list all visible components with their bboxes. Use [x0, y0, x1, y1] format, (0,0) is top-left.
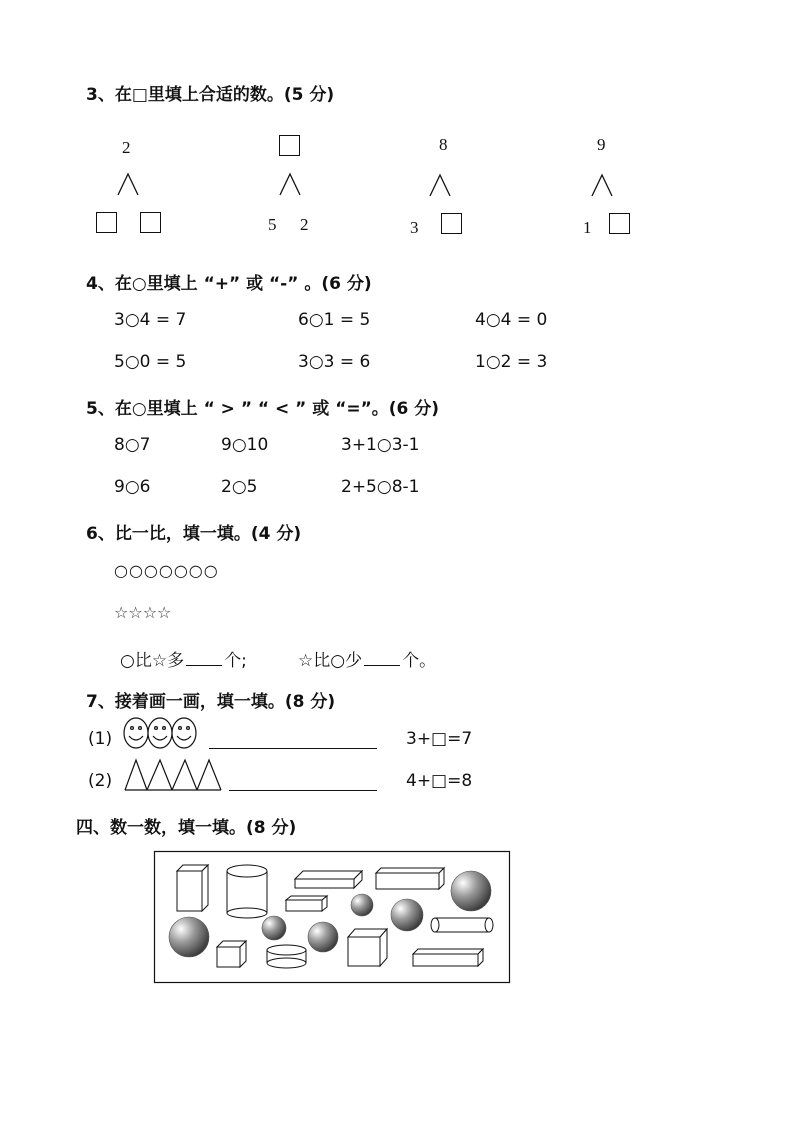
q4-item[interactable]: 5○0 = 5	[114, 352, 187, 372]
tree4-top-number: 9	[597, 135, 606, 154]
q7-p1-label: (1)	[88, 729, 113, 749]
q5-item[interactable]: 3+1○3-1	[341, 435, 420, 455]
q5-item[interactable]: 9○10	[221, 435, 269, 455]
tree4-split-lines	[590, 173, 614, 197]
q6-s2-text-a: ☆比○少	[298, 651, 363, 671]
tree2-left-number: 5	[268, 215, 277, 234]
smiley-faces-icon	[122, 716, 200, 750]
tree1-right-box[interactable]	[140, 212, 161, 233]
q6-sentence-1	[120, 646, 247, 671]
q7-title: 7、接着画一画，填一填。(8 分)	[86, 692, 336, 712]
tree3-split-lines	[428, 173, 452, 197]
q4-item[interactable]: 3○4 = 7	[114, 310, 187, 330]
q6-s1-blank[interactable]	[186, 665, 222, 666]
tree3-right-box[interactable]	[441, 213, 462, 234]
q4-item[interactable]: 3○3 = 6	[298, 352, 371, 372]
q6-sentence-2	[298, 646, 436, 671]
tree1-top-number: 2	[122, 138, 131, 157]
s4-title: 四、数一数，填一填。(8 分)	[76, 818, 297, 838]
tree3-top-number: 8	[439, 135, 448, 154]
tree3-left-number: 3	[410, 218, 419, 237]
tree2-right-number: 2	[300, 215, 309, 234]
q3-title: 3、在□里填上合适的数。(5 分)	[86, 85, 335, 105]
q4-title: 4、在○里填上 “+” 或 “-” 。(6 分)	[86, 274, 372, 294]
shapes-figure	[154, 851, 510, 983]
q6-title: 6、比一比，填一填。(4 分)	[86, 524, 302, 544]
q6-s2-text-b: 个。	[402, 651, 437, 671]
q7-p1-equation[interactable]: 3+□=7	[406, 729, 473, 749]
triangles-icon	[124, 758, 222, 792]
q4-item[interactable]: 4○4 = 0	[475, 310, 548, 330]
q5-title: 5、在○里填上 “ > ” “ < ” 或 “=”。(6 分)	[86, 399, 440, 419]
tree4-right-box[interactable]	[609, 213, 630, 234]
q6-s1-text-a: ○比☆多	[120, 651, 185, 671]
q6-s1-text-b: 个;	[224, 651, 247, 671]
q5-item[interactable]: 2○5	[221, 477, 258, 497]
tree2-top-box[interactable]	[279, 135, 300, 156]
tree1-split-lines	[116, 172, 140, 196]
q5-item[interactable]: 8○7	[114, 435, 151, 455]
tree4-left-number: 1	[583, 218, 592, 237]
q6-s2-blank[interactable]	[364, 665, 400, 666]
q7-p2-equation[interactable]: 4+□=8	[406, 771, 473, 791]
q4-item[interactable]: 1○2 = 3	[475, 352, 548, 372]
q6-stars-row: ☆☆☆☆	[114, 603, 172, 622]
q7-p2-answer-line[interactable]	[229, 790, 377, 791]
q7-p1-answer-line[interactable]	[209, 748, 377, 749]
q5-item[interactable]: 2+5○8-1	[341, 477, 420, 497]
tree2-split-lines	[278, 172, 302, 196]
q6-circles-row: ○○○○○○○	[114, 561, 219, 580]
q4-item[interactable]: 6○1 = 5	[298, 310, 371, 330]
tree1-left-box[interactable]	[96, 212, 117, 233]
q5-item[interactable]: 9○6	[114, 477, 151, 497]
q7-p2-label: (2)	[88, 771, 113, 791]
